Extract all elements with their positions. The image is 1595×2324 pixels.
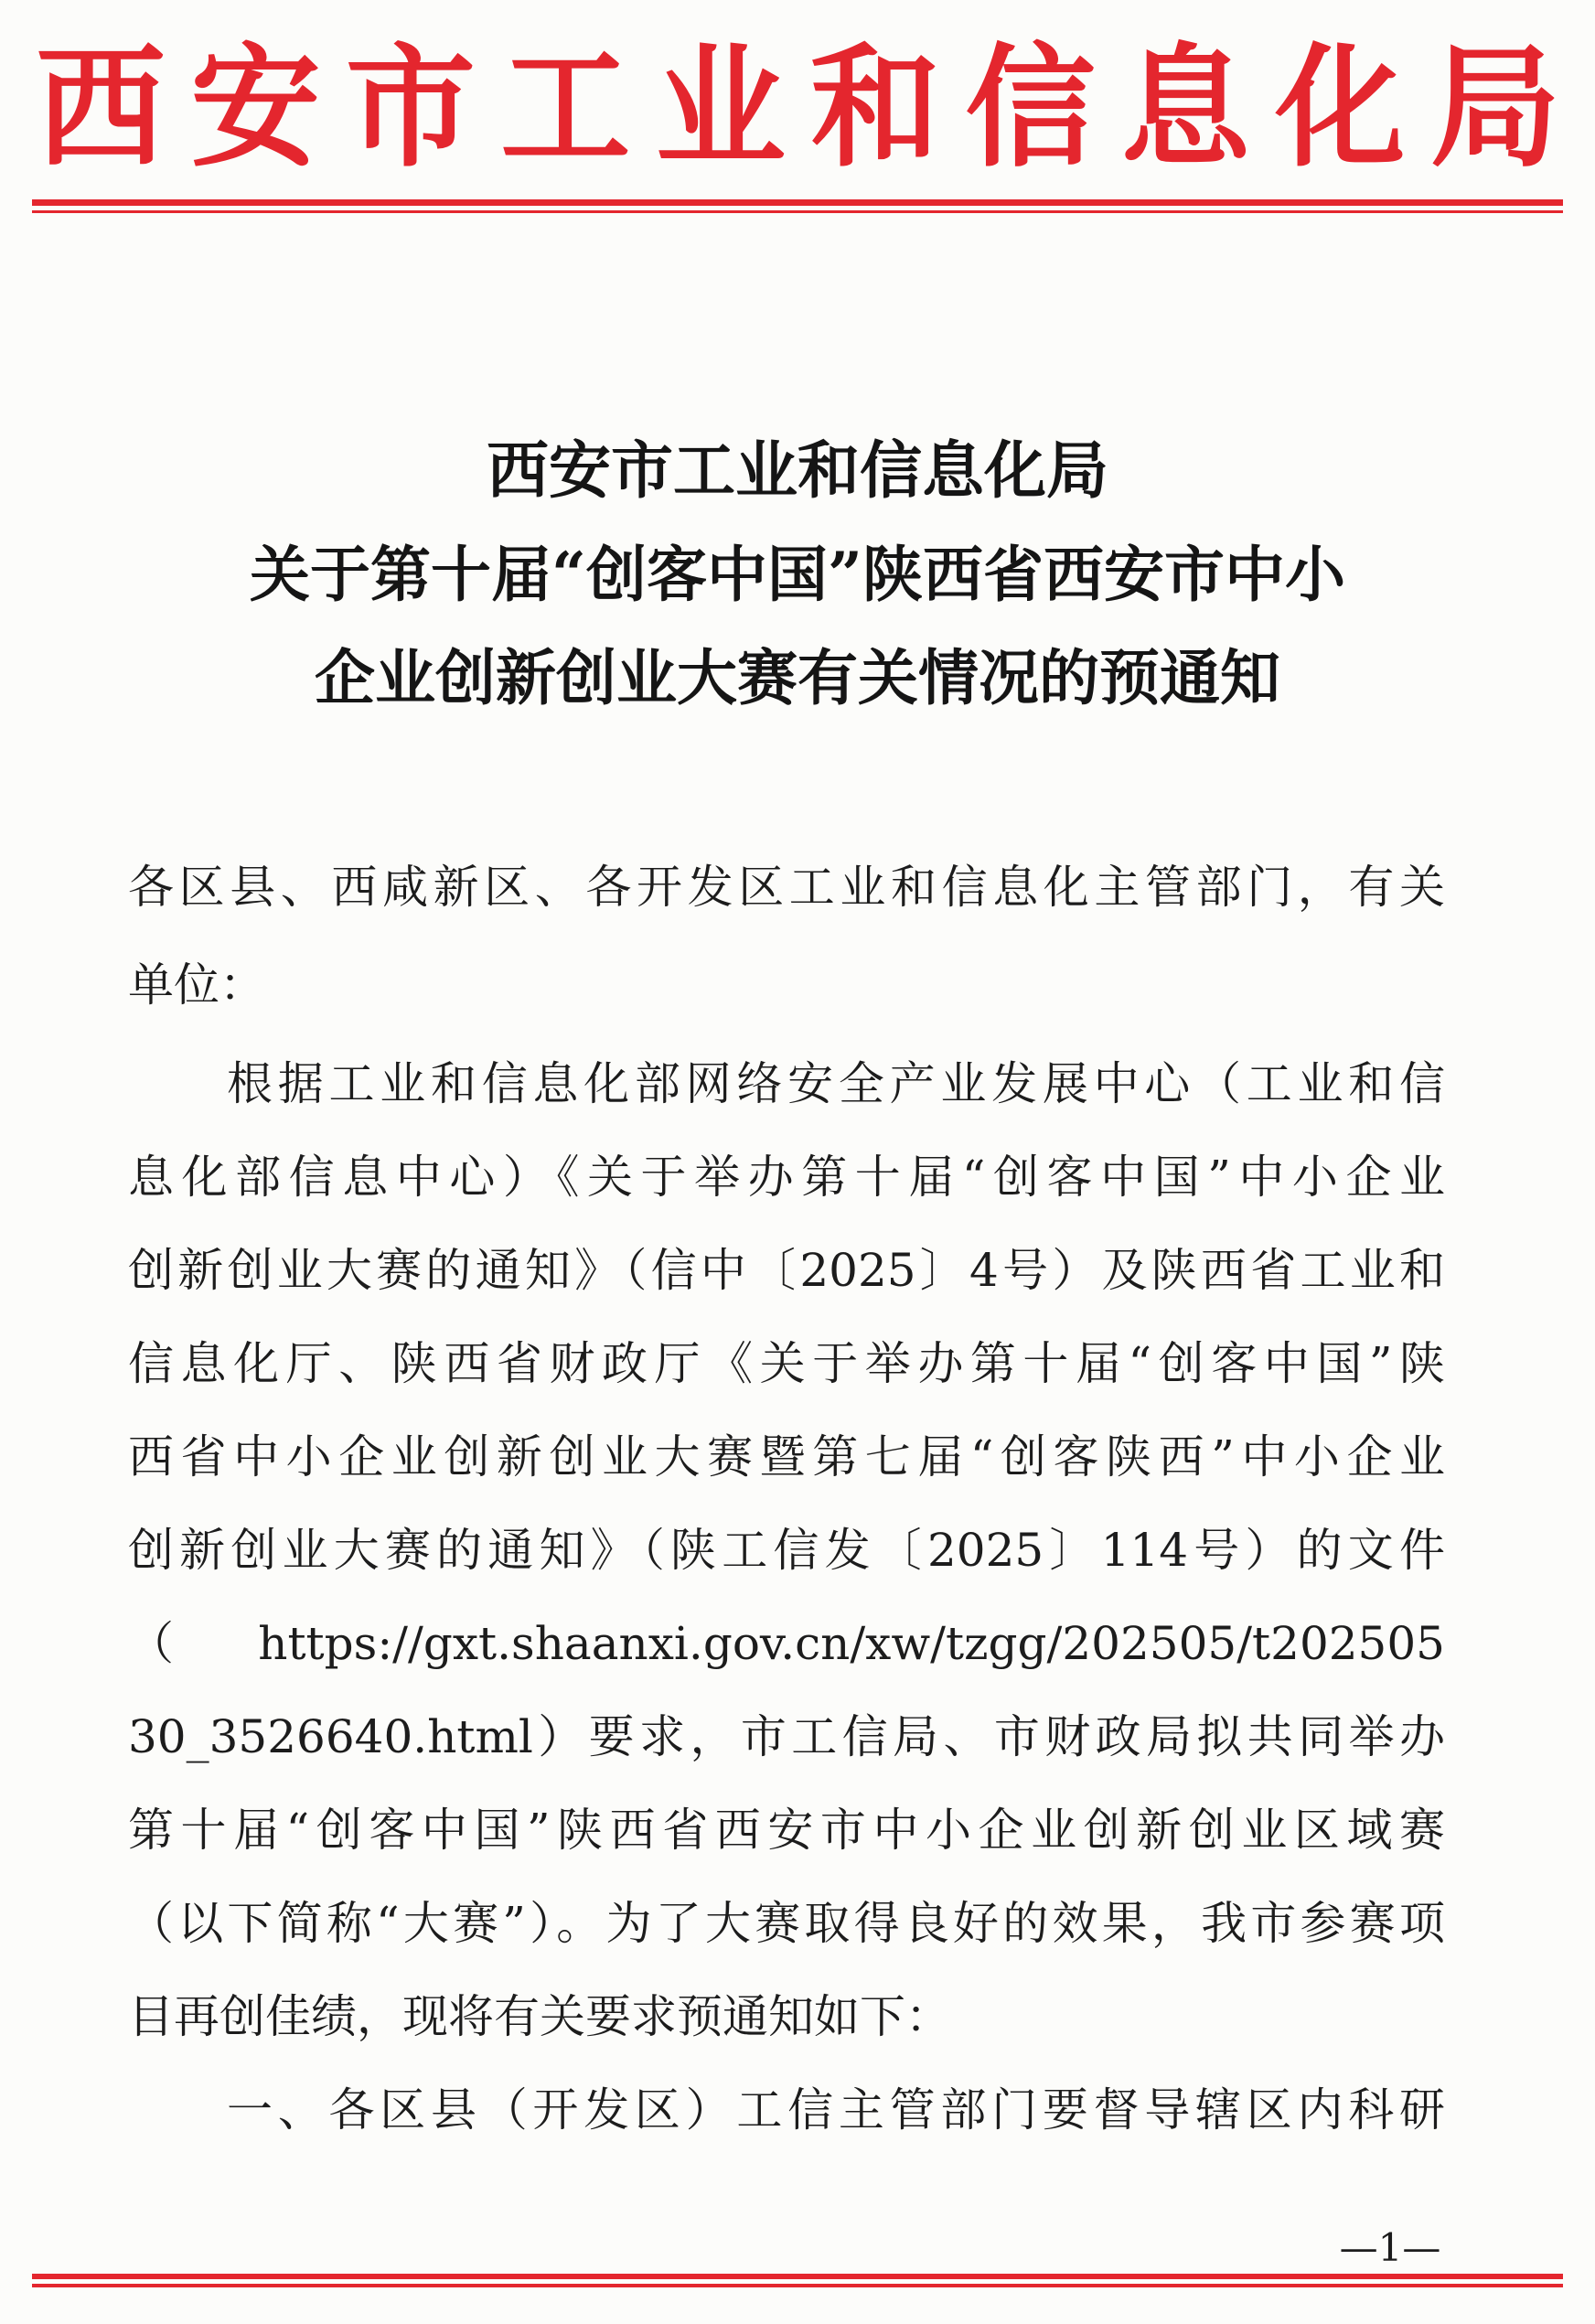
letterhead-divider-thick bbox=[32, 199, 1563, 206]
letterhead-char: 安 bbox=[190, 30, 321, 186]
document-title-line-3: 企业创新创业大赛有关情况的预通知 bbox=[315, 642, 1280, 713]
body-line: （https://gxt.shaanxi.gov.cn/xw/tzgg/202505/t202505 bbox=[128, 1617, 1445, 1670]
body-line: 信息化厅、陕西省财政厅《关于举办第十届“创客中国”陕 bbox=[128, 1337, 1445, 1390]
body-line: （以下简称“大赛”）。为了大赛取得良好的效果，我市参赛项 bbox=[128, 1897, 1445, 1950]
footer-divider-thick bbox=[32, 2274, 1563, 2279]
letterhead-char: 息 bbox=[1120, 30, 1251, 186]
letterhead-char: 业 bbox=[655, 30, 786, 186]
body-line: 一、各区县（开发区）工信主管部门要督导辖区内科研 bbox=[227, 2083, 1445, 2137]
body-line: 创新创业大赛的通知》（信中〔2025〕4号）及陕西省工业和 bbox=[128, 1244, 1445, 1297]
letterhead-char: 市 bbox=[345, 30, 476, 186]
body-line: 第十届“创客中国”陕西省西安市中小企业创新创业区域赛 bbox=[128, 1804, 1445, 1857]
letterhead bbox=[32, 30, 1564, 186]
document-title-line-1: 西安市工业和信息化局 bbox=[486, 434, 1108, 508]
letterhead-divider-thin bbox=[32, 210, 1563, 213]
footer-divider-thin bbox=[32, 2284, 1563, 2287]
body-line: 30_3526640.html）要求，市工信局、市财政局拟共同举办 bbox=[128, 1710, 1445, 1763]
letterhead-char: 局 bbox=[1429, 30, 1560, 186]
letterhead-char: 化 bbox=[1275, 30, 1406, 186]
document-title-line-2: 关于第十届“创客中国”陕西省西安市中小 bbox=[250, 539, 1345, 610]
body-line: 创新创业大赛的通知》（陕工信发〔2025〕114号）的文件 bbox=[128, 1524, 1445, 1577]
body-line: 目再创佳绩，现将有关要求预通知如下： bbox=[128, 1990, 951, 2043]
salutation-line-1: 各区县、西咸新区、各开发区工业和信息化主管部门，有关 bbox=[128, 861, 1445, 914]
body-line: 根据工业和信息化部网络安全产业发展中心（工业和信 bbox=[227, 1057, 1445, 1110]
page-number: —1— bbox=[1339, 2225, 1441, 2270]
letterhead-char: 西 bbox=[36, 30, 166, 186]
body-line: 息化部信息中心）《关于举办第十届“创客中国”中小企业 bbox=[128, 1151, 1445, 1204]
letterhead-char: 工 bbox=[500, 30, 631, 186]
body-line: 西省中小企业创新创业大赛暨第七届“创客陕西”中小企业 bbox=[128, 1430, 1445, 1483]
salutation-line-2: 单位： bbox=[128, 959, 265, 1012]
letterhead-char: 信 bbox=[965, 30, 1096, 186]
letterhead-char: 和 bbox=[810, 30, 941, 186]
